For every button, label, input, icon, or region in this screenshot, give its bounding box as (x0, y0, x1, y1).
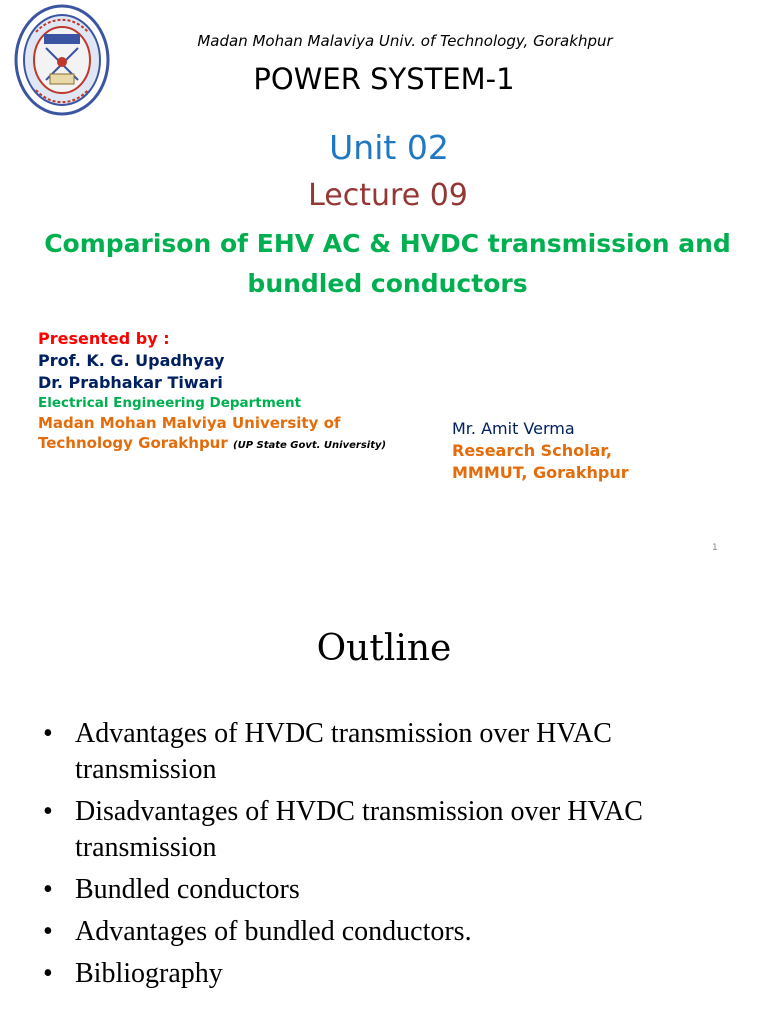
list-item (38, 794, 728, 866)
list-item (38, 956, 728, 992)
university-name-line-2 (38, 433, 438, 456)
bullet-icon: • (43, 796, 53, 827)
govt-note: (UP State Govt. University) (233, 440, 387, 451)
scholar-role: Research Scholar, (452, 441, 612, 460)
bullet-icon: • (43, 874, 53, 905)
university-name-text: Technology Gorakhpur (38, 434, 228, 452)
bullet-icon: • (43, 958, 53, 989)
outline-list (38, 716, 728, 998)
topic-line-1: Comparison of EHV AC & HVDC transmission and (44, 229, 731, 258)
department: Electrical Engineering Department (38, 395, 302, 411)
list-item-text: Disadvantages of HVDC transmission over HVAC transmission (75, 796, 643, 863)
unit-heading: Unit 02 (329, 128, 449, 167)
scholar-affiliation: MMMUT, Gorakhpur (452, 463, 629, 482)
outline-title: Outline (316, 628, 452, 669)
list-item (38, 914, 728, 950)
presenters-block (38, 328, 438, 456)
lecture-heading: Lecture 09 (308, 178, 468, 213)
list-item-text: Advantages of HVDC transmission over HVAC transmission (75, 718, 612, 785)
lecture-topic (20, 224, 755, 304)
page-number: 1 (712, 543, 718, 553)
list-item-text: Bundled conductors (75, 874, 300, 905)
university-header: Madan Mohan Malaviya Univ. of Technology, Gorakhpur (197, 32, 613, 50)
scholar-block (452, 418, 752, 484)
presenter-1: Prof. K. G. Upadhyay (38, 351, 225, 370)
list-item-text: Advantages of bundled conductors. (75, 916, 472, 947)
list-item-text: Bibliography (75, 958, 223, 989)
bullet-icon: • (43, 718, 53, 749)
course-title: POWER SYSTEM-1 (253, 62, 515, 96)
scholar-name: Mr. Amit Verma (452, 419, 575, 438)
bullet-icon: • (43, 916, 53, 947)
presenter-2: Dr. Prabhakar Tiwari (38, 373, 223, 392)
topic-line-2: bundled conductors (247, 269, 528, 298)
list-item (38, 716, 728, 788)
outline-slide (0, 578, 768, 1024)
university-seal-icon (14, 4, 110, 116)
list-item (38, 872, 728, 908)
university-name-line-1: Madan Mohan Malviya University of (38, 414, 341, 432)
presented-by-label: Presented by : (38, 329, 170, 348)
